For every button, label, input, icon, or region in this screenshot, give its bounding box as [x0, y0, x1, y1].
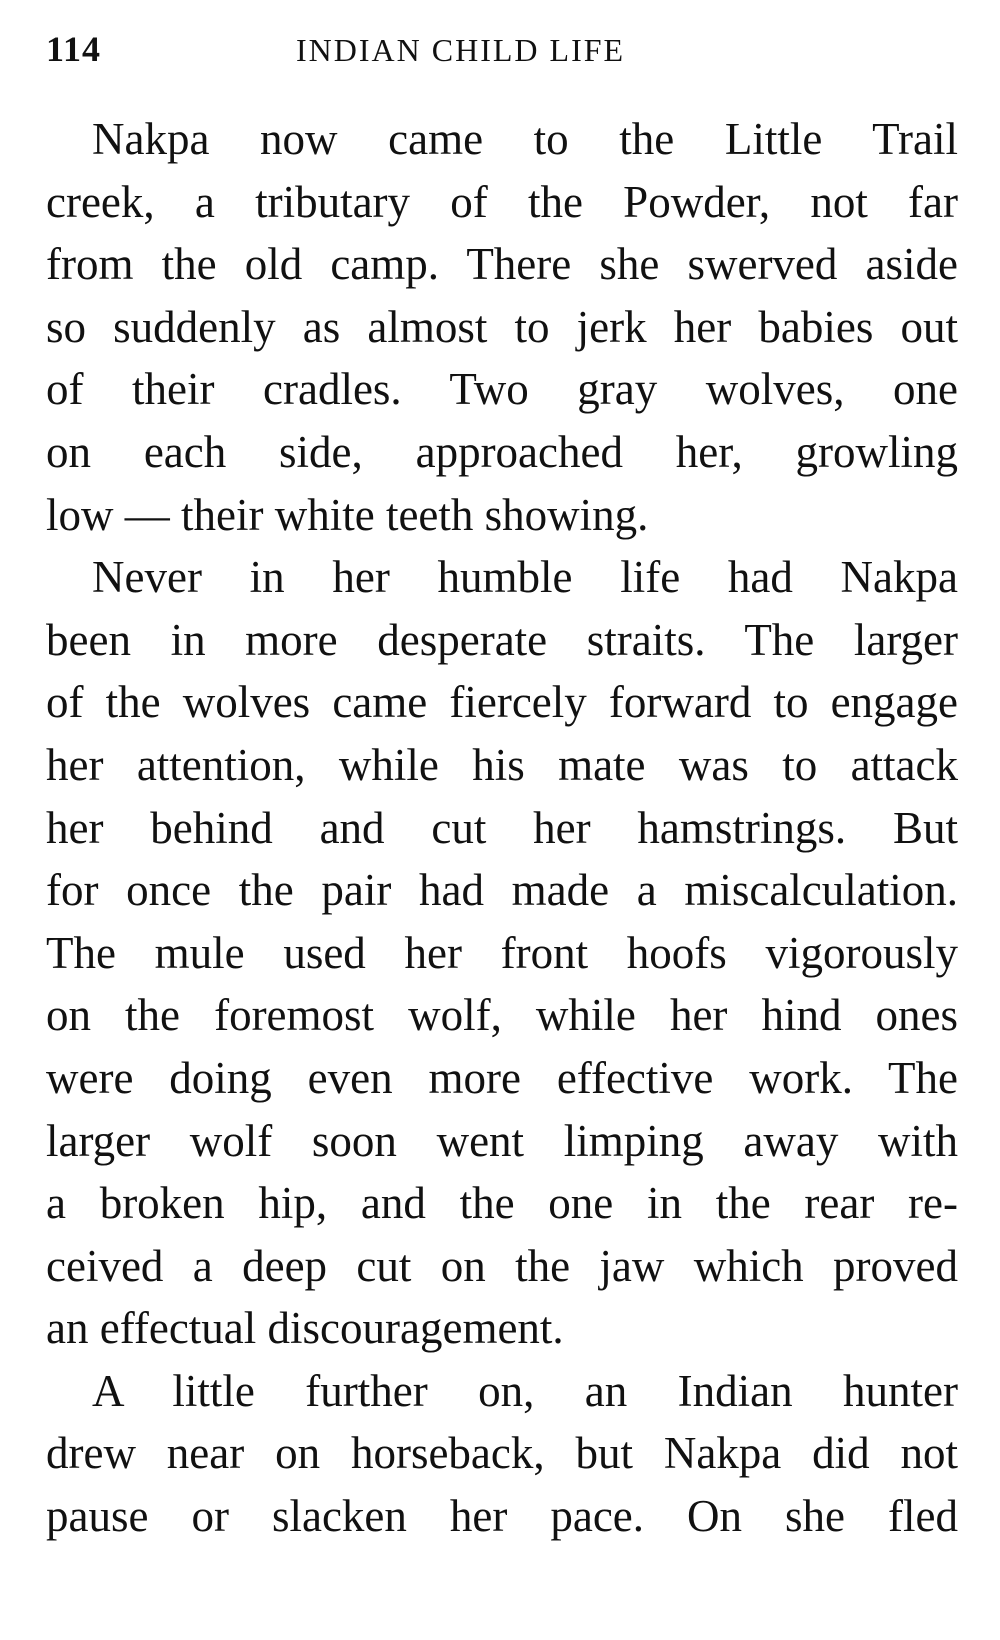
- text-line: larger wolf soon went limping away with: [46, 1115, 958, 1166]
- text-line: from the old camp. There she swerved aside: [46, 239, 958, 290]
- text-line: Nakpa now came to the Little Trail: [92, 114, 958, 164]
- text-line: The mule used her front hoofs vigorously: [46, 927, 958, 978]
- text-line: low — their white teeth showing.: [46, 489, 649, 540]
- text-line: A little further on, an Indian hunter: [92, 1365, 958, 1416]
- text-line: on the foremost wolf, while her hind ones: [46, 990, 958, 1041]
- running-head: INDIAN CHILD LIFE: [296, 32, 626, 68]
- text-line: been in more desperate straits. The larger: [46, 614, 958, 665]
- text-line: her behind and cut her hamstrings. But: [46, 802, 958, 853]
- text-line: a broken hip, and the one in the rear re-: [46, 1178, 958, 1229]
- text-line: pause or slacken her pace. On she fled: [46, 1491, 958, 1542]
- text-line: were doing even more effective work. The: [46, 1052, 958, 1103]
- page-number: 114: [46, 29, 102, 69]
- body-text: [46, 108, 958, 1548]
- text-line: of the wolves came fiercely forward to engage: [46, 677, 958, 728]
- text-line: an effectual discouragement.: [46, 1303, 564, 1354]
- text-line: drew near on horseback, but Nakpa did not: [46, 1428, 958, 1479]
- text-line: so suddenly as almost to jerk her babies out: [46, 301, 958, 352]
- text-line: Never in her humble life had Nakpa: [92, 552, 958, 603]
- text-line: of their cradles. Two gray wolves, one: [46, 364, 958, 415]
- page-header: [46, 28, 956, 78]
- text-line: on each side, approached her, growling: [46, 426, 958, 477]
- text-line: ceived a deep cut on the jaw which proved: [46, 1240, 958, 1291]
- text-line: for once the pair had made a miscalculation.: [46, 865, 958, 916]
- text-line: creek, a tributary of the Powder, not far: [46, 176, 958, 227]
- text-line: her attention, while his mate was to attack: [46, 739, 958, 790]
